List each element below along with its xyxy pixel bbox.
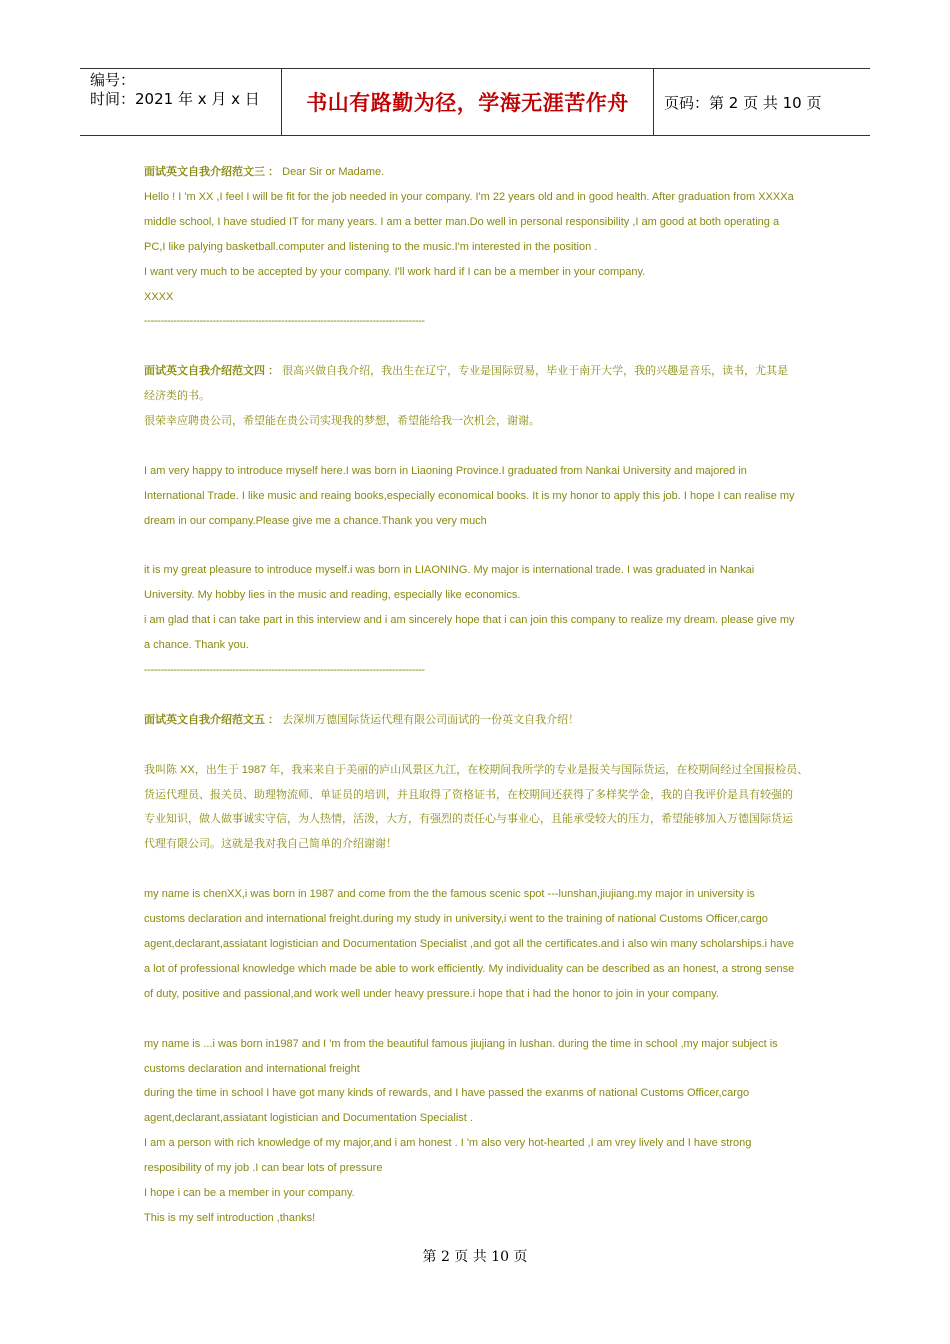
line-text: 我叫陈 XX，出生于 1987 年，我来来自于美丽的庐山风景区九江，在校期间我所学的专业是报关与国际货运，在校期间经过全国报检员、 bbox=[144, 763, 809, 776]
body-line bbox=[144, 583, 824, 608]
body-line bbox=[144, 758, 824, 783]
line-text: my name is ...i was born in1987 and I 'm from the beautiful famous jiujiang in lushan. during the time in school ,my major subject is bbox=[144, 1037, 778, 1050]
line-text: Hello ! I 'm XX ,I feel I will be fit for the job needed in your company. I'm 22 years old and in good health. After graduation from XXXXa bbox=[144, 190, 794, 203]
line-text: This is my self introduction ,thanks! bbox=[144, 1211, 316, 1224]
body-line bbox=[144, 807, 824, 832]
body-line bbox=[144, 708, 824, 733]
line-text: agent,declarant,assiatant logistician and Documentation Specialist . bbox=[144, 1112, 473, 1125]
line-text: i am glad that i can take part in this interview and i am sincerely hope that i can join this company to realize my dream. please give my bbox=[144, 614, 795, 627]
line-text: customs declaration and international freight.during my study in university,i went to the training of national Customs Officer,cargo bbox=[144, 913, 768, 926]
blank-line bbox=[144, 434, 824, 459]
line-text: customs declaration and international freight bbox=[144, 1062, 360, 1075]
body-line bbox=[144, 907, 824, 932]
blank-line bbox=[144, 857, 824, 882]
body-line bbox=[144, 285, 824, 310]
body-line bbox=[144, 558, 824, 583]
body-line bbox=[144, 260, 824, 285]
section-separator: -------------------------------------------------------------------------------------- bbox=[144, 664, 425, 677]
body-line bbox=[144, 1206, 824, 1231]
body-line bbox=[144, 509, 824, 534]
body-line bbox=[144, 608, 824, 633]
body-line bbox=[144, 210, 824, 235]
body-line bbox=[144, 633, 824, 658]
body-line bbox=[144, 359, 824, 384]
blank-line bbox=[144, 733, 824, 758]
body-line bbox=[144, 384, 824, 409]
line-text: a chance. Thank you. bbox=[144, 639, 249, 652]
body-line bbox=[144, 932, 824, 957]
line-text: 货运代理员、报关员、助理物流师、单证员的培训，并且取得了资格证书，在校期间还获得了多样奖学金，我的自我评价是具有较强的 bbox=[144, 788, 793, 801]
page-header bbox=[80, 68, 870, 136]
line-text: my name is chenXX,i was born in 1987 and come from the the famous scenic spot ---lunshan,jiujiang.my major in university is bbox=[144, 888, 755, 901]
body-line bbox=[144, 235, 824, 260]
body-line bbox=[144, 1081, 824, 1106]
blank-line bbox=[144, 1007, 824, 1032]
body-line bbox=[144, 1057, 824, 1082]
section-title: 面试英文自我介绍范文五 ： bbox=[144, 713, 280, 726]
blank-line bbox=[144, 683, 824, 708]
body-line bbox=[144, 1106, 824, 1131]
document-date: 时间：2021 年 x 月 x 日 bbox=[90, 90, 260, 108]
line-text: 专业知识，做人做事诚实守信，为人热情，活泼，大方，有强烈的责任心与事业心，且能承受较大的压力，希望能够加入万德国际货运 bbox=[144, 813, 793, 826]
line-text: 很高兴做自我介绍，我出生在辽宁，专业是国际贸易，毕业于南开大学，我的兴趣是音乐，读书，尤其是 bbox=[279, 365, 789, 378]
line-text: dream in our company.Please give me a chance.Thank you very much bbox=[144, 514, 487, 527]
header-motto-cell bbox=[282, 69, 654, 135]
body-line bbox=[144, 957, 824, 982]
line-text: 代理有限公司。这就是我对我自己简单的介绍谢谢！ bbox=[144, 838, 397, 851]
line-text: I am a person with rich knowledge of my major,and i am honest . I 'm also very hot-hearted ,I am vrey lively and I have strong bbox=[144, 1137, 752, 1150]
header-motto: 书山有路勤为径，学海无涯苦作舟 bbox=[306, 91, 629, 115]
body-line bbox=[144, 409, 824, 434]
body-line bbox=[144, 1032, 824, 1057]
document-body bbox=[144, 160, 824, 1231]
line-text: 去深圳万德国际货运代理有限公司面试的一份英文自我介绍！ bbox=[279, 713, 580, 726]
line-text: I hope i can be a member in your company. bbox=[144, 1187, 355, 1200]
header-meta bbox=[80, 69, 282, 135]
line-text: PC,I like palying basketball.computer and listening to the music.I'm interested in the position . bbox=[144, 240, 598, 253]
body-line bbox=[144, 459, 824, 484]
body-line bbox=[144, 1156, 824, 1181]
line-text: resposibility of my job .I can bear lots of pressure bbox=[144, 1162, 383, 1175]
body-line bbox=[144, 160, 824, 185]
section-title: 面试英文自我介绍范文三 ： bbox=[144, 166, 280, 178]
line-text: I want very much to be accepted by your company. I'll work hard if I can be a member in your company. bbox=[144, 265, 646, 278]
body-line bbox=[144, 185, 824, 210]
line-text: Dear Sir or Madame. bbox=[279, 166, 385, 178]
line-text: International Trade. I like music and reaing books,especially economical books. It is my honor to apply this job. I hope I can realise my bbox=[144, 489, 795, 502]
page-footer: 第 2 页 共 10 页 bbox=[422, 1249, 528, 1265]
body-line bbox=[144, 832, 824, 857]
body-line bbox=[144, 982, 824, 1007]
line-text: 很荣幸应聘贵公司，希望能在贵公司实现我的梦想，希望能给我一次机会，谢谢。 bbox=[144, 415, 540, 428]
line-text: University. My hobby lies in the music and reading, especially like economics. bbox=[144, 589, 521, 602]
line-text: middle school, I have studied IT for many years. I am a better man.Do well in personal responsibility ,I am good at both operating a bbox=[144, 215, 780, 228]
line-text: 经济类的书。 bbox=[144, 390, 210, 403]
header-page-info: 页码：第 2 页 共 10 页 bbox=[664, 93, 822, 112]
blank-line bbox=[144, 534, 824, 559]
body-line bbox=[144, 882, 824, 907]
line-text: I am very happy to introduce myself here.I was born in Liaoning Province.I graduated from Nankai University and majored in bbox=[144, 464, 747, 477]
body-line bbox=[144, 783, 824, 808]
line-text: it is my great pleasure to introduce myself.i was born in LIAONING. My major is international trade. I was graduated in Nankai bbox=[144, 564, 755, 577]
line-text: XXXX bbox=[144, 290, 174, 303]
document-number: 编号： bbox=[90, 71, 136, 89]
body-line bbox=[144, 1131, 824, 1156]
body-line bbox=[144, 484, 824, 509]
section-separator: -------------------------------------------------------------------------------------- bbox=[144, 315, 425, 328]
line-text: during the time in school I have got many kinds of rewards, and I have passed the exanms of national Customs Officer,cargo bbox=[144, 1087, 750, 1100]
body-line bbox=[144, 1181, 824, 1206]
line-text: a lot of professional knowledge which made be able to work efficiently. My individuality can be described as an honest, a strong sense bbox=[144, 962, 795, 975]
blank-line bbox=[144, 334, 824, 359]
line-text: of duty, positive and passional,and work well under heavy pressure.i hope that i had the honor to join in your company. bbox=[144, 987, 719, 1000]
section-title: 面试英文自我介绍范文四 ： bbox=[144, 365, 280, 378]
line-text: agent,declarant,assiatant logistician and Documentation Specialist ,and got all the certificates.and i also win many scholarships.i have bbox=[144, 938, 794, 950]
header-page-cell bbox=[654, 69, 870, 135]
